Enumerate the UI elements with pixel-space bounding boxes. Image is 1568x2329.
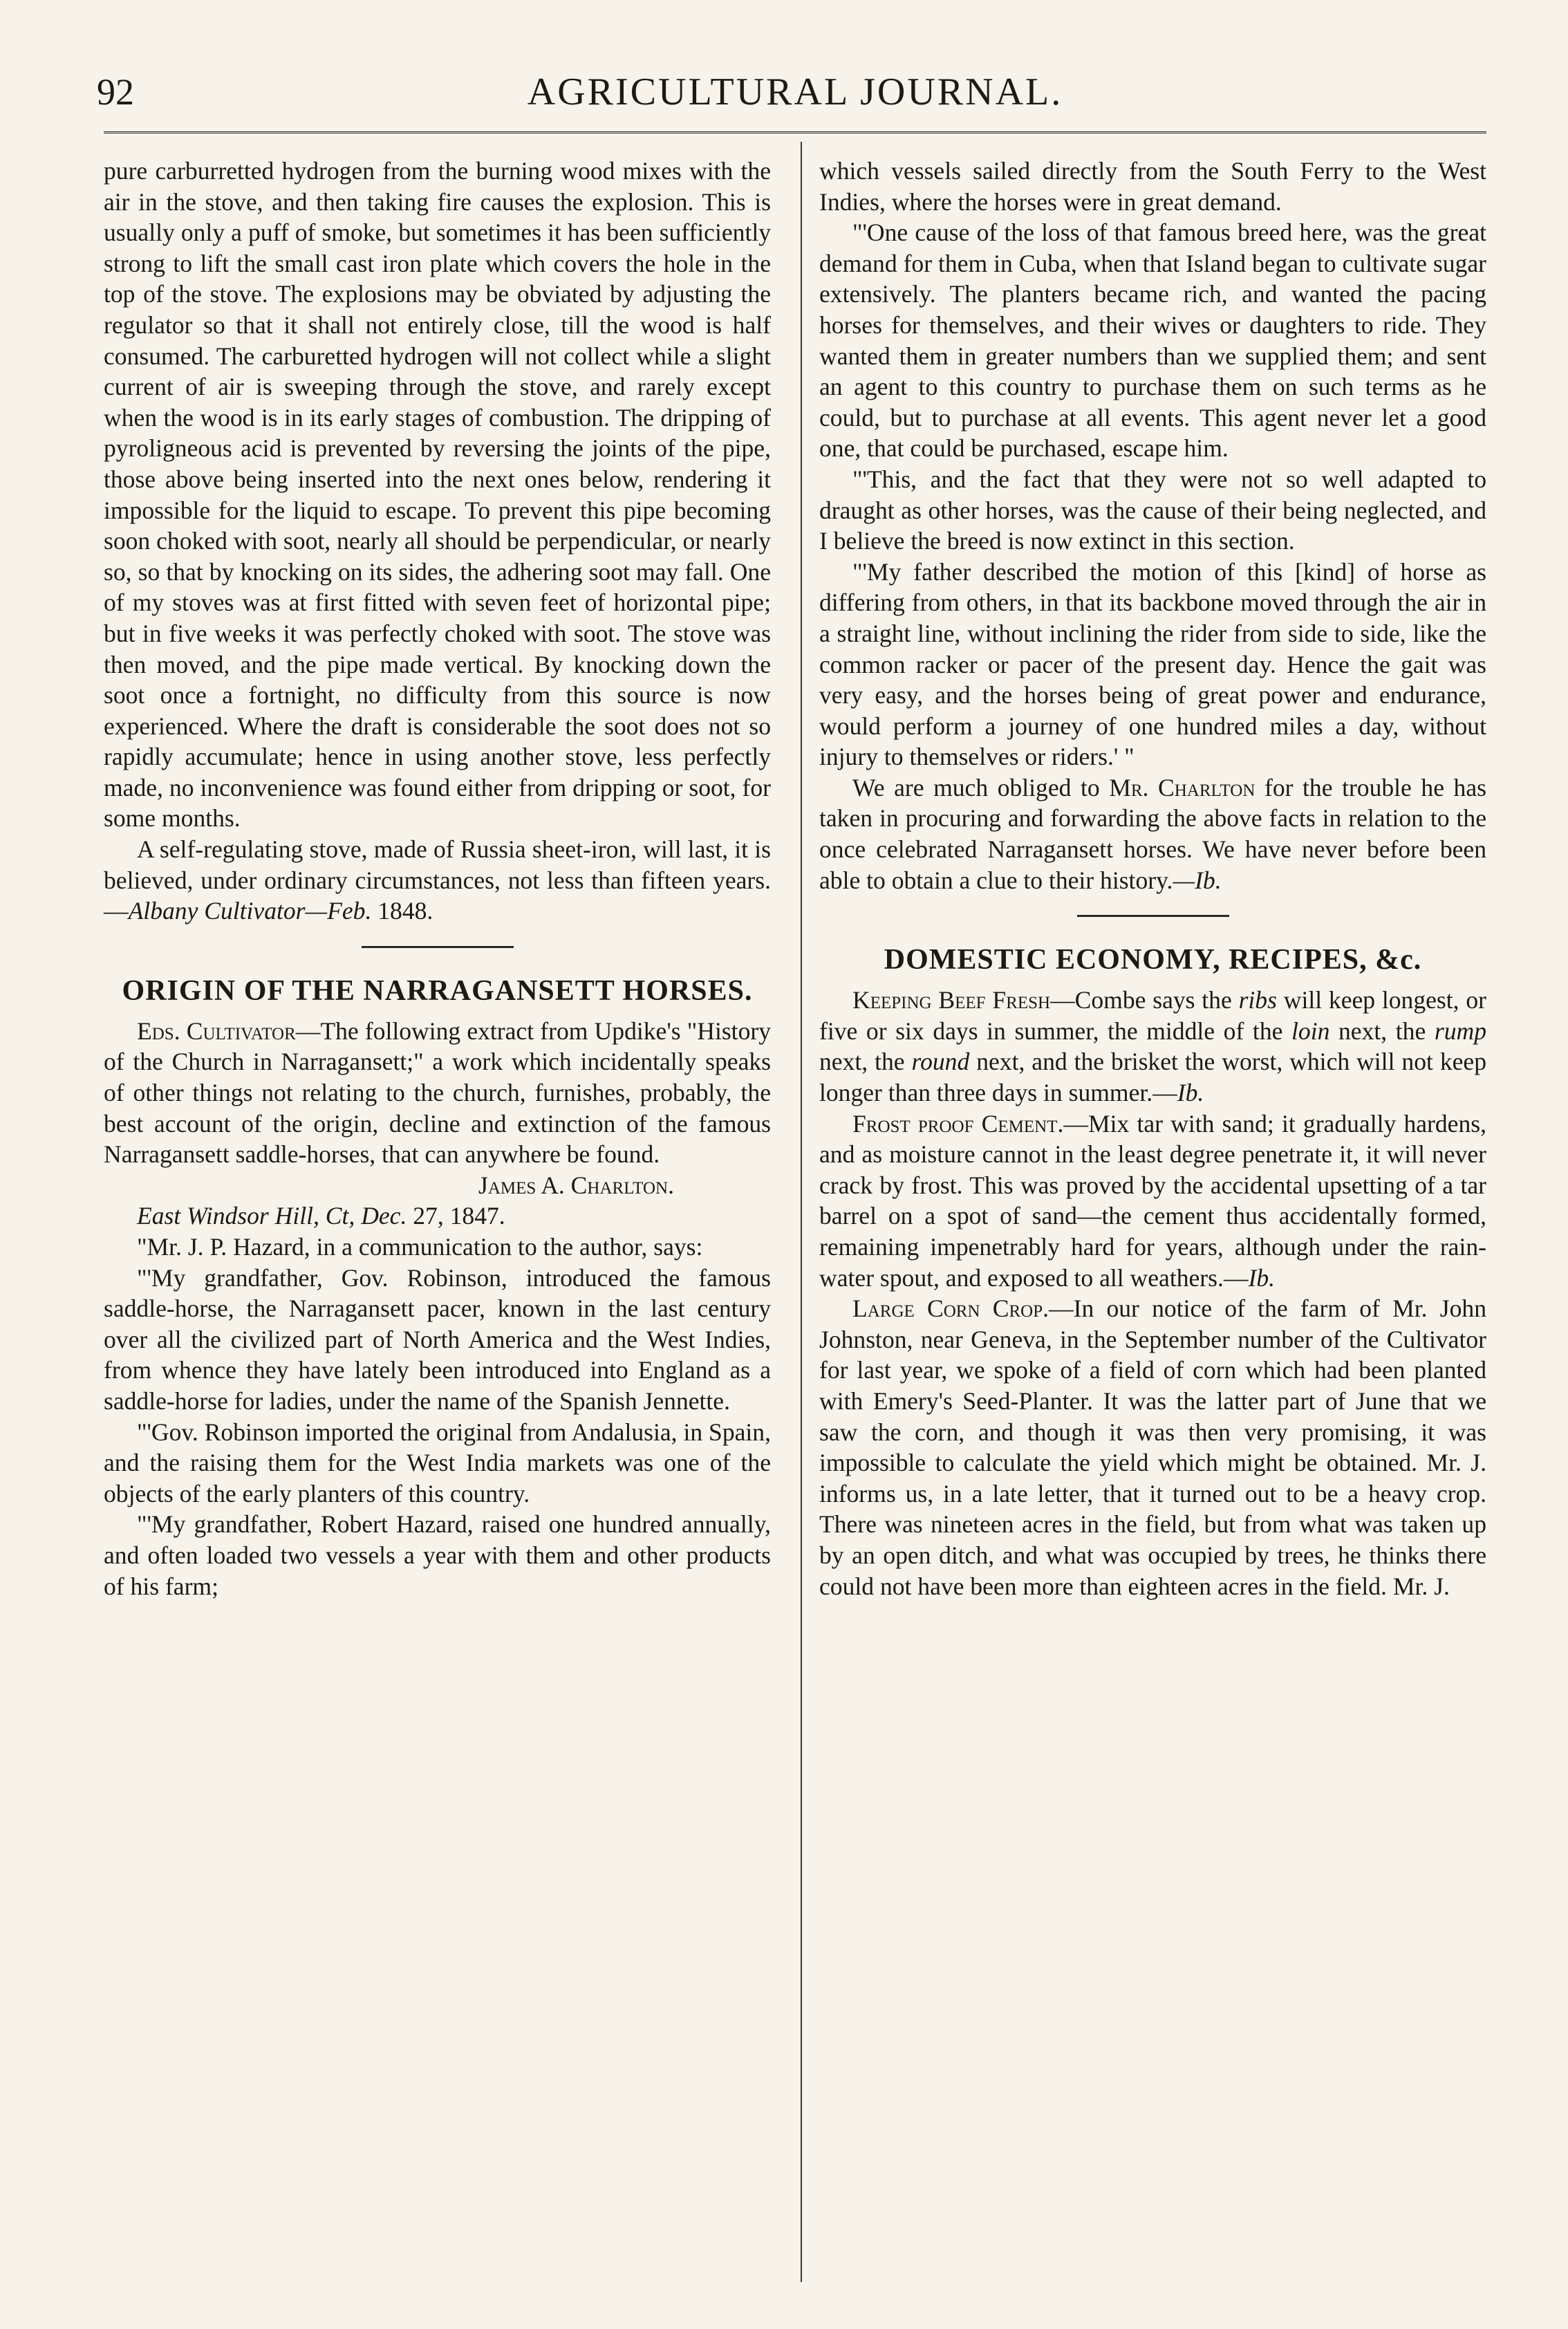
section-divider xyxy=(362,946,514,948)
stove-paragraph: pure carburretted hydrogen from the burning wood mixes with the air in the stove, and then taking fire causes the explosion. This is usually only a puff of smoke, but sometimes it has been sufficiently strong to lift the small cast iron plate which covers the hole in the top of the stove. The explosions may be obviated by adjusting the regulator so that it shall not entirely close, till the wood is half consumed. The carburetted hydrogen will not collect while a slight current of air is sweeping through the stove, and rarely except when the wood is in its early stages of combustion. The dripping of pyroligneous acid is prevented by reversing the joints of the pipe, those above being inserted into the next ones below, rendering it impossible for the liquid to escape. To prevent this pipe becoming soon choked with soot, nearly all should be perpendicular, or nearly so, so that by knocking on its sides, the adhering soot may fall. One of my stoves was at first fitted with seven feet of horizontal pipe; but in five weeks it was perfectly choked with soot. The stove was then moved, and the pipe made vertical. By knocking down the soot once a fortnight, no difficulty from this source is now experienced. Where the draft is considerable the soot does not so rapidly accumulate; hence in using another stove, less perfectly made, no inconvenience was found either from dripping or soot, for some months. xyxy=(104,157,771,833)
quote-paragraph: "'This, and the fact that they were not so well adapted to draught as other horses, was the cause of their being neglected, and I believe the breed is now extinct in this section. xyxy=(819,465,1486,555)
quote-paragraph: "'My father described the motion of this [kind] of horse as differing from others, in that its backbone moved through the air in a straight line, without inclining the rider from side to side, like the common racker or pacer of the present day. Hence the gait was very easy, and the horses being of great power and endurance, would perform a journey of one hundred miles a day, without injury to themselves or riders.' " xyxy=(819,557,1486,771)
quote-paragraph: "'My grandfather, Gov. Robinson, introduced the famous saddle-horse, the Narragansett pacer, known in the last century over all the civilized part of North America and the West Indies, from whence they have lately been introduced into England as a saddle-horse for ladies, under the name of the Spanish Jennette. xyxy=(104,1263,771,1415)
page-number: 92 xyxy=(97,71,134,113)
quote-intro-paragraph: "Mr. J. P. Hazard, in a communication to the author, says: xyxy=(137,1233,703,1261)
section-divider xyxy=(1077,915,1229,917)
salutation: Eds. Cultivator xyxy=(137,1017,296,1045)
quote-paragraph: "'My grandfather, Robert Hazard, raised one hundred annually, and often loaded two vessels a year with them and other products of his farm; xyxy=(104,1510,771,1600)
letter-signature: James A. Charlton. xyxy=(478,1171,674,1199)
source-citation: Albany Cultivator—Feb. xyxy=(128,897,372,925)
article-title-domestic-economy: DOMESTIC ECONOMY, RECIPES, &c. xyxy=(884,944,1422,976)
editor-note-paragraph: We are much obliged to Mr. Charlton for the trouble he has taken in procuring and forwarding the above facts in relation to the once celebrated Narragansett horses. We have never before been able to obtain a clue to their history.—Ib. xyxy=(819,773,1486,894)
right-column xyxy=(819,156,1486,1602)
recipe-large-corn-crop: Large Corn Crop.—In our notice of the farm of Mr. John Johnston, near Geneva, in the September number of the Cultivator for last year, we spoke of a field of corn which had been planted with Emery's Seed-Planter. It was the latter part of June that we saw the corn, and though it was then very promising, it was impossible to calculate the yield which might be obtained. Mr. J. informs us, in a late letter, that it turned out to be a heavy crop. There was nineteen acres in the field, but from what was taken up by an open ditch, and what was occupied by trees, he thinks there could not have been more than eighteen acres in the field. Mr. J. xyxy=(819,1295,1486,1600)
recipe-frost-proof-cement: Frost proof Cement.—Mix tar with sand; it gradually hardens, and as moisture cannot in the least degree penetrate it, it will never crack by frost. This was proved by the accidental upsetting of a tar barrel on a spot of sand—the cement thus accidentally formed, remaining impenetrably hard for years, although under the rain-water spout, and exposed to all weathers.—Ib. xyxy=(819,1109,1487,1292)
stove-conclusion-paragraph: A self-regulating stove, made of Russia sheet-iron, will last, it is believed, under ordinary circumstances, not less than fifteen years.—Albany Cultivator—Feb. 1848. xyxy=(104,835,771,925)
quote-paragraph: "'Gov. Robinson imported the original from Andalusia, in Spain, and the raising them for the West India markets was one of the objects of the early planters of this country. xyxy=(104,1418,771,1507)
column-divider xyxy=(801,142,802,2282)
quote-paragraph: "'One cause of the loss of that famous breed here, was the great demand for them in Cuba, when that Island began to cultivate sugar extensively. The planters became rich, and wanted the pacing horses for themselves, and their wives or daughters to ride. They wanted them in greater numbers than we supplied them; and sent an agent to this country to purchase them on such terms as he could, but to purchase at all events. This agent never let a good one, that could be purchased, escape him. xyxy=(819,219,1486,463)
recipe-keeping-beef: Keeping Beef Fresh—Combe says the ribs will keep longest, or five or six days in summer, the middle of the loin next, the rump next, the round next, and the brisket the worst, which will not keep longer than three days in summer.—Ib. xyxy=(819,986,1486,1107)
header-rule xyxy=(104,131,1486,136)
page-header xyxy=(97,68,1493,130)
continued-paragraph: which vessels sailed directly from the South Ferry to the West Indies, where the horses were in great demand. xyxy=(819,157,1486,216)
running-title: AGRICULTURAL JOURNAL. xyxy=(527,71,1063,113)
letter-dateline: East Windsor Hill, Ct, Dec. 27, 1847. xyxy=(137,1202,505,1230)
article-title-narragansett: ORIGIN OF THE NARRAGANSETT HORSES. xyxy=(122,974,753,1007)
left-column xyxy=(104,156,771,1602)
editor-letter-paragraph: Eds. Cultivator—The following extract from Updike's "History of the Church in Narragansett;" a work which incidentally speaks of other things not relating to the church, furnishes, probably, the best account of the origin, decline and extinction of the famous Narragansett saddle-horses, that can anywhere be found. xyxy=(104,1017,771,1169)
